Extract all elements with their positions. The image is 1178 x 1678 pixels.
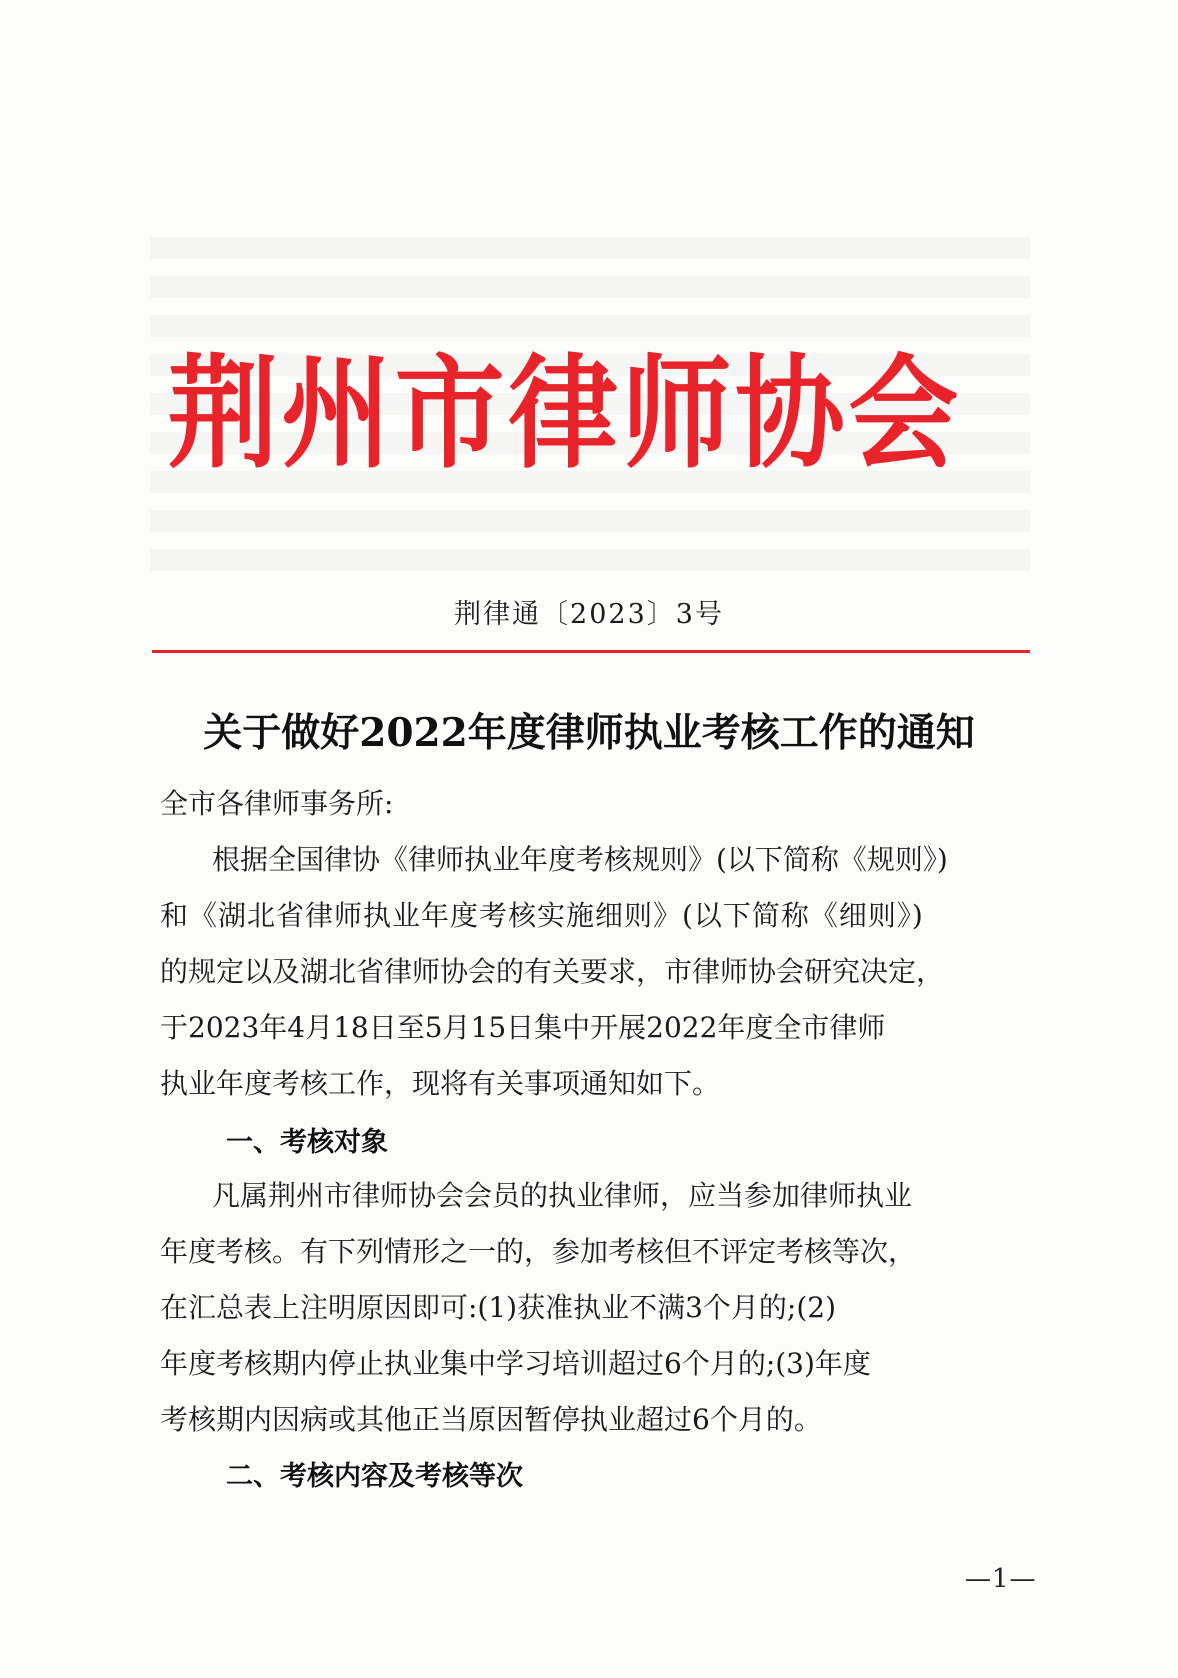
section-1-line-3: 在汇总表上注明原因即可:(1)获准执业不满3个月的;(2): [160, 1291, 837, 1324]
salutation: 全市各律师事务所:: [160, 787, 394, 820]
intro-line-3: 的规定以及湖北省律师协会的有关要求，市律师协会研究决定，: [160, 955, 945, 988]
section-1-line-5: 考核期内因病或其他正当原因暂停执业超过6个月的。: [160, 1403, 822, 1436]
page-number: —1—: [965, 1564, 1037, 1594]
red-divider-line: [152, 650, 1030, 653]
section-2-heading: 二、考核内容及考核等次: [226, 1461, 523, 1492]
document-number: 荆律通〔2023〕3号: [454, 599, 724, 630]
intro-line-2: 和《湖北省律师执业年度考核实施细则》(以下简称《细则》): [160, 899, 924, 932]
section-1-heading: 一、考核对象: [226, 1127, 388, 1158]
section-1-line-2: 年度考核。有下列情形之一的，参加考核但不评定考核等次，: [160, 1235, 917, 1268]
issuing-organization-header: 荆州市律师协会: [168, 341, 962, 485]
section-1-line-4: 年度考核期内停止执业集中学习培训超过6个月的;(3)年度: [160, 1347, 871, 1380]
intro-line-5: 执业年度考核工作，现将有关事项通知如下。: [160, 1067, 721, 1100]
intro-line-4: 于2023年4月18日至5月15日集中开展2022年度全市律师: [160, 1011, 886, 1044]
document-title: 关于做好2022年度律师执业考核工作的通知: [203, 710, 975, 756]
section-1-line-1: 凡属荆州市律师协会会员的执业律师，应当参加律师执业: [212, 1179, 913, 1212]
intro-line-1: 根据全国律协《律师执业年度考核规则》(以下简称《规则》): [212, 843, 948, 876]
